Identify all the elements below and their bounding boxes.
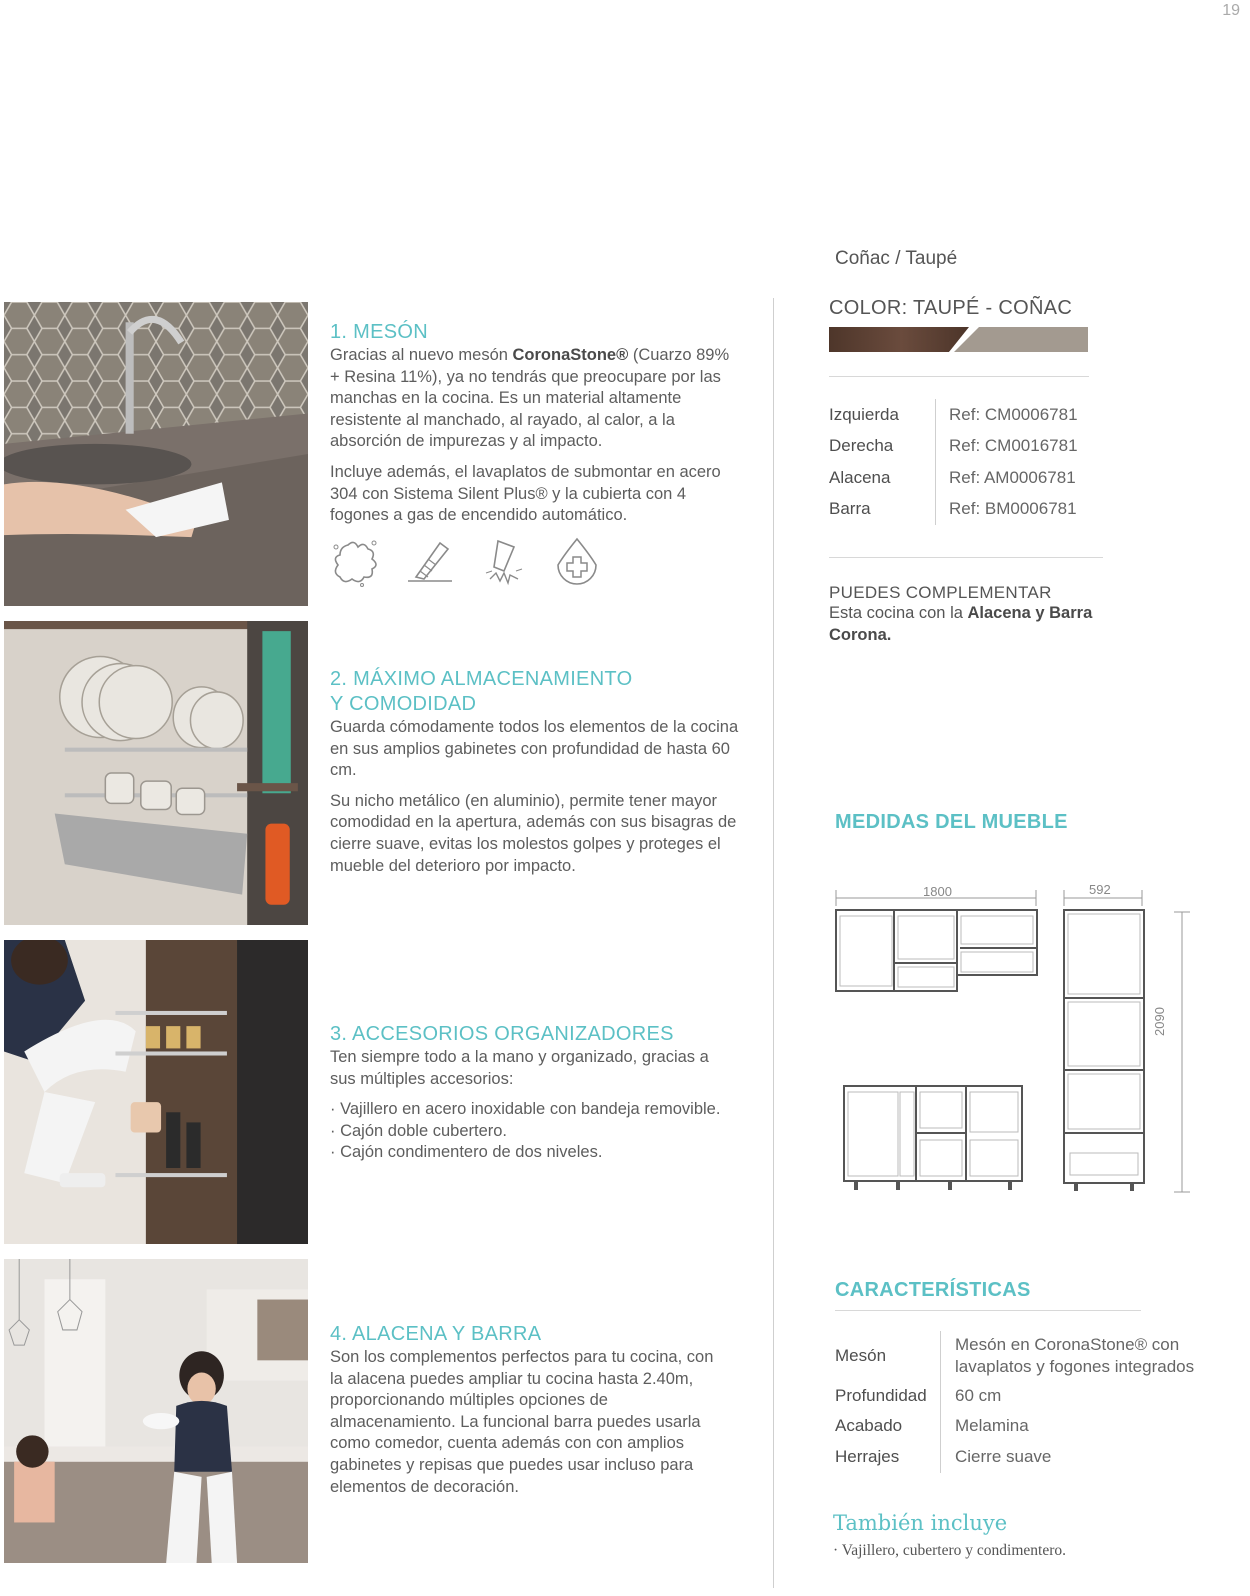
feature-icons bbox=[328, 535, 604, 589]
char-label: Herrajes bbox=[835, 1447, 900, 1466]
depth-label: 592 bbox=[1089, 882, 1111, 897]
reference-table bbox=[829, 399, 1109, 525]
ref-label: Derecha bbox=[829, 436, 894, 456]
char-label: Profundidad bbox=[835, 1385, 927, 1405]
list-item: · Cajón doble cubertero. bbox=[330, 1121, 508, 1140]
width-label: 1800 bbox=[923, 884, 952, 899]
ref-value: Ref: AM0006781 bbox=[949, 467, 1076, 487]
ref-row bbox=[829, 399, 1109, 431]
divider bbox=[829, 557, 1103, 558]
ref-value: Ref: BM0006781 bbox=[949, 499, 1077, 519]
char-value: 60 cm bbox=[955, 1385, 1002, 1405]
paragraph: Son los complementos perfectos para tu cocina, con la alacena puedes ampliar tu cocina hasta 2.40m, proporcionando múltiples opciones de almacenamiento. La funcional barra puedes usarla como comedor, cuenta además con con amplios gabinetes y repisas que puedes usar incluso para elementos de decoración. bbox=[330, 1348, 714, 1496]
color-swatch bbox=[829, 327, 1088, 352]
char-row bbox=[835, 1441, 1205, 1473]
medidas-title: MEDIDAS DEL MUEBLE bbox=[835, 811, 1068, 833]
section-meson bbox=[330, 320, 740, 527]
paragraph bbox=[330, 345, 740, 453]
finish-label: Coñac / Taupé bbox=[835, 248, 958, 269]
ref-divider bbox=[935, 399, 936, 525]
text-prefix: Gracias al nuevo mesón bbox=[330, 346, 513, 364]
caracteristicas-title: CARACTERÍSTICAS bbox=[835, 1279, 1031, 1301]
paragraph: Guarda cómodamente todos los elementos de la cocina en sus amplios gabinetes con profundidad de hasta 60 cm. bbox=[330, 718, 739, 780]
ref-row bbox=[829, 462, 1109, 494]
list-item: · Cajón condimentero de dos niveles. bbox=[330, 1143, 603, 1162]
paragraph: Incluye además, el lavaplatos de submontar en acero 304 con Sistema Silent Plus® y la cubierta con 4 fogones a gas de encendido automático. bbox=[330, 462, 721, 525]
list-item: · Vajillero en acero inoxidable con bandeja removible. bbox=[330, 1100, 721, 1119]
section-title: 4. ALACENA Y BARRA bbox=[330, 1323, 542, 1345]
char-label: Mesón bbox=[835, 1346, 887, 1365]
page-number: 19 bbox=[1222, 2, 1240, 19]
char-row bbox=[835, 1410, 1205, 1441]
section-accesorios bbox=[330, 1022, 750, 1164]
tambien-item: · Vajillero, cubertero y condimentero. bbox=[833, 1542, 1066, 1559]
column-divider bbox=[773, 298, 774, 1588]
brand-name: CoronaStone® bbox=[512, 346, 629, 364]
divider bbox=[829, 376, 1089, 377]
pantry-bar-photo bbox=[4, 1259, 308, 1563]
ref-row bbox=[829, 431, 1109, 463]
char-row bbox=[835, 1381, 1205, 1410]
paragraph: Su nicho metálico (en aluminio), permite tener mayor comodidad en la apertura, además con sus bisagras de cierre suave, evitas los molestos golpes y proteges el mueble del deterioro por impacto. bbox=[330, 791, 737, 875]
section-alacena bbox=[330, 1322, 730, 1498]
complement-prefix: Esta cocina con la bbox=[829, 604, 968, 622]
dish-rack-photo bbox=[4, 621, 308, 925]
complement-bold: Alacena y Barra Corona. bbox=[829, 604, 1093, 644]
divider bbox=[835, 1310, 1141, 1311]
impact-resistant-icon bbox=[476, 535, 530, 589]
tambien-title: También incluye bbox=[833, 1511, 1008, 1535]
ref-label: Alacena bbox=[829, 467, 891, 487]
countertop-photo bbox=[4, 302, 308, 606]
dimension-drawing bbox=[830, 878, 1190, 1198]
hygienic-icon bbox=[550, 535, 604, 589]
char-value: Mesón en CoronaStone® con lavaplatos y fogones integrados bbox=[955, 1335, 1195, 1376]
char-row bbox=[835, 1331, 1205, 1381]
paragraph: Ten siempre todo a la mano y organizado, gracias a sus múltiples accesorios: bbox=[330, 1048, 709, 1088]
ref-value: Ref: CM0016781 bbox=[949, 436, 1078, 456]
color-heading: COLOR: TAUPÉ - COÑAC bbox=[829, 297, 1073, 319]
characteristics-table bbox=[835, 1331, 1205, 1473]
complement-block bbox=[829, 583, 1099, 646]
organizer-photo bbox=[4, 940, 308, 1244]
ref-row bbox=[829, 494, 1109, 526]
section-title-line2: Y COMODIDAD bbox=[330, 693, 477, 715]
section-title: 3. ACCESORIOS ORGANIZADORES bbox=[330, 1023, 674, 1045]
section-title-line1: 2. MÁXIMO ALMACENAMIENTO bbox=[330, 668, 633, 690]
complement-text bbox=[829, 603, 1099, 646]
ref-label: Izquierda bbox=[829, 404, 899, 424]
ref-label: Barra bbox=[829, 499, 871, 519]
height-label: 2090 bbox=[1152, 1007, 1167, 1036]
complement-title: PUEDES COMPLEMENTAR bbox=[829, 583, 1052, 602]
section-almacenamiento bbox=[330, 667, 740, 877]
char-label: Acabado bbox=[835, 1415, 903, 1435]
char-value: Melamina bbox=[955, 1415, 1029, 1435]
section-title: 1. MESÓN bbox=[330, 321, 428, 343]
stain-resistant-icon bbox=[328, 535, 382, 589]
char-divider bbox=[940, 1331, 941, 1473]
text-suffix: (Cuarzo 89% + Resina 11%), ya no tendrás que preocupare por las manchas en la cocina. Es un material altamente resistente al manchado, al rayado, al calor, a la absorción de impurezas y al impacto. bbox=[330, 346, 730, 451]
char-value: Cierre suave bbox=[955, 1447, 1052, 1466]
ref-value: Ref: CM0006781 bbox=[949, 404, 1078, 424]
scratch-resistant-icon bbox=[402, 535, 456, 589]
